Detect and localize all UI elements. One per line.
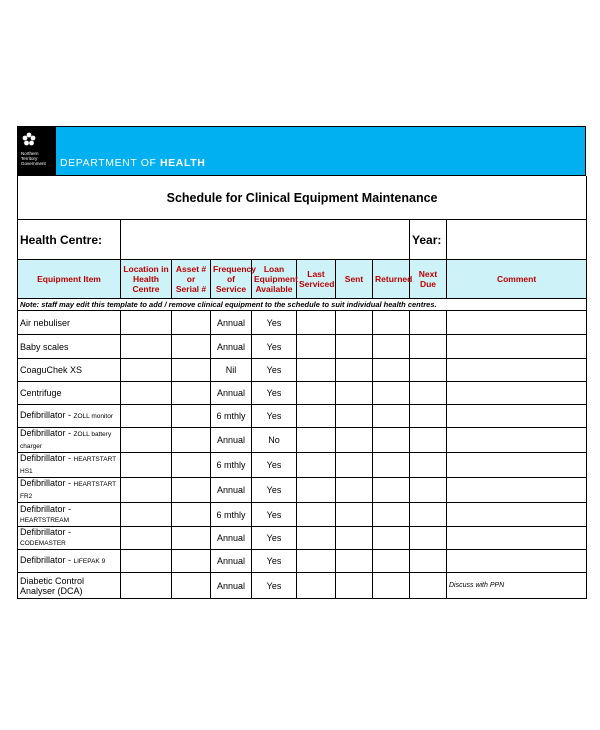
department-bold: HEALTH — [160, 157, 206, 169]
next-due-cell[interactable] — [410, 550, 447, 573]
loan-cell: Yes — [252, 550, 297, 573]
next-due-cell[interactable] — [410, 335, 447, 359]
health-centre-label: Health Centre: — [18, 220, 121, 260]
next-due-cell[interactable] — [410, 382, 447, 405]
next-due-cell[interactable] — [410, 311, 447, 335]
sent-cell[interactable] — [336, 382, 373, 405]
returned-cell[interactable] — [373, 311, 410, 335]
loan-cell: Yes — [252, 503, 297, 527]
frequency-cell: Annual — [211, 527, 252, 550]
frequency-cell: Nil — [211, 359, 252, 382]
equipment-model: ZOLL battery charger — [20, 431, 112, 450]
equipment-name: Defibrillator - — [20, 555, 74, 565]
next-due-cell[interactable] — [410, 359, 447, 382]
returned-cell[interactable] — [373, 453, 410, 478]
location-cell[interactable] — [121, 311, 172, 335]
equipment-item — [18, 478, 121, 503]
frequency-cell: Annual — [211, 335, 252, 359]
frequency-cell: 6 mthly — [211, 405, 252, 428]
loan-cell: Yes — [252, 453, 297, 478]
schedule-table — [17, 176, 587, 599]
equipment-item — [18, 359, 121, 382]
table-row — [18, 382, 587, 405]
col-header-asset: Asset # or Serial # — [172, 260, 211, 299]
equipment-name: Defibrillator - — [20, 410, 74, 420]
next-due-cell[interactable] — [410, 478, 447, 503]
last-serviced-cell[interactable] — [297, 405, 336, 428]
sent-cell[interactable] — [336, 311, 373, 335]
asset-cell[interactable] — [172, 335, 211, 359]
loan-cell: Yes — [252, 405, 297, 428]
equipment-name: Defibrillator - — [20, 478, 74, 488]
equipment-item — [18, 453, 121, 478]
loan-cell: Yes — [252, 478, 297, 503]
location-cell[interactable] — [121, 527, 172, 550]
returned-cell[interactable] — [373, 428, 410, 453]
health-centre-input[interactable] — [121, 220, 410, 260]
equipment-item — [18, 335, 121, 359]
equipment-name: CoaguChek XS — [20, 365, 83, 375]
equipment-model: LIFEPAK 9 — [73, 558, 106, 565]
department-title — [56, 157, 205, 175]
col-header-comment: Comment — [447, 260, 587, 299]
equipment-model: HEARTSTART FR2 — [20, 481, 117, 500]
returned-cell[interactable] — [373, 382, 410, 405]
location-cell[interactable] — [121, 573, 172, 599]
logo-text — [21, 151, 46, 166]
logo-line: Government — [21, 161, 46, 166]
year-label: Year: — [410, 220, 447, 260]
comment-cell[interactable] — [447, 382, 587, 405]
sent-cell[interactable] — [336, 428, 373, 453]
returned-cell[interactable] — [373, 527, 410, 550]
sent-cell[interactable] — [336, 527, 373, 550]
loan-cell: Yes — [252, 382, 297, 405]
comment-cell[interactable] — [447, 428, 587, 453]
table-row — [18, 503, 587, 527]
table-row — [18, 428, 587, 453]
banner-bar — [56, 127, 585, 175]
loan-cell: Yes — [252, 335, 297, 359]
last-serviced-cell[interactable] — [297, 453, 336, 478]
page-title: Schedule for Clinical Equipment Maintenance — [18, 176, 587, 220]
last-serviced-cell[interactable] — [297, 527, 336, 550]
equipment-model: HEARTSTART HS1 — [20, 456, 117, 475]
frequency-cell: Annual — [211, 382, 252, 405]
returned-cell[interactable] — [373, 335, 410, 359]
comment-cell[interactable] — [447, 527, 587, 550]
asset-cell[interactable] — [172, 359, 211, 382]
sent-cell[interactable] — [336, 550, 373, 573]
sent-cell[interactable] — [336, 405, 373, 428]
frequency-cell: Annual — [211, 573, 252, 599]
last-serviced-cell[interactable] — [297, 573, 336, 599]
table-row — [18, 527, 587, 550]
col-header-loan: Loan Equipment Available — [252, 260, 297, 299]
last-serviced-cell[interactable] — [297, 550, 336, 573]
equipment-name: Defibrillator - — [20, 527, 72, 537]
asset-cell[interactable] — [172, 573, 211, 599]
equipment-model: HEARTSTREAM — [20, 516, 69, 524]
equipment-name: Centrifuge — [20, 388, 62, 398]
col-header-frequency: Frequency of Service — [211, 260, 252, 299]
next-due-cell[interactable] — [410, 573, 447, 599]
col-header-location: Location in Health Centre — [121, 260, 172, 299]
frequency-cell: 6 mthly — [211, 503, 252, 527]
equipment-item — [18, 428, 121, 453]
asset-cell[interactable] — [172, 405, 211, 428]
equipment-item — [18, 503, 121, 527]
frequency-cell: 6 mthly — [211, 453, 252, 478]
equipment-item — [18, 405, 121, 428]
next-due-cell[interactable] — [410, 453, 447, 478]
loan-cell: Yes — [252, 311, 297, 335]
equipment-item — [18, 527, 121, 550]
table-row — [18, 550, 587, 573]
location-cell[interactable] — [121, 503, 172, 527]
equipment-item — [18, 382, 121, 405]
asset-cell[interactable] — [172, 428, 211, 453]
logo-line: Territory — [21, 156, 38, 161]
col-header-returned: Returned — [373, 260, 410, 299]
asset-cell[interactable] — [172, 550, 211, 573]
equipment-name: Air nebuliser — [20, 317, 71, 328]
sent-cell[interactable] — [336, 335, 373, 359]
sent-cell[interactable] — [336, 359, 373, 382]
comment-cell[interactable] — [447, 453, 587, 478]
next-due-cell[interactable] — [410, 503, 447, 527]
col-header-next-due: Next Due — [410, 260, 447, 299]
table-row — [18, 335, 587, 359]
location-cell[interactable] — [121, 550, 172, 573]
comment-cell[interactable] — [447, 550, 587, 573]
equipment-item — [18, 550, 121, 573]
last-serviced-cell[interactable] — [297, 478, 336, 503]
last-serviced-cell[interactable] — [297, 335, 336, 359]
sent-cell[interactable] — [336, 478, 373, 503]
location-cell[interactable] — [121, 359, 172, 382]
col-header-last-serviced: Last Serviced — [297, 260, 336, 299]
frequency-cell: Annual — [211, 311, 252, 335]
asset-cell[interactable] — [172, 527, 211, 550]
next-due-cell[interactable] — [410, 405, 447, 428]
last-serviced-cell[interactable] — [297, 428, 336, 453]
location-cell[interactable] — [121, 382, 172, 405]
returned-cell[interactable] — [373, 359, 410, 382]
frequency-cell: Annual — [211, 428, 252, 453]
logo-line: Northern — [21, 151, 39, 156]
col-header-sent: Sent — [336, 260, 373, 299]
year-input[interactable] — [447, 220, 587, 260]
equipment-model: ZOLL monitor — [73, 413, 114, 420]
equipment-model: CODEMASTER — [20, 540, 66, 547]
comment-cell[interactable] — [447, 503, 587, 527]
returned-cell[interactable] — [373, 573, 410, 599]
last-serviced-cell[interactable] — [297, 382, 336, 405]
comment-cell[interactable] — [447, 478, 587, 503]
frequency-cell: Annual — [211, 550, 252, 573]
department-prefix: DEPARTMENT OF — [60, 157, 160, 169]
maintenance-schedule-document — [17, 126, 586, 599]
equipment-name: Defibrillator - — [20, 453, 74, 463]
location-cell[interactable] — [121, 478, 172, 503]
returned-cell[interactable] — [373, 478, 410, 503]
table-row — [18, 478, 587, 503]
next-due-cell[interactable] — [410, 428, 447, 453]
flower-emblem-icon — [22, 132, 36, 146]
table-row — [18, 311, 587, 335]
equipment-rows — [18, 311, 587, 599]
returned-cell[interactable] — [373, 503, 410, 527]
sent-cell[interactable] — [336, 573, 373, 599]
comment-cell[interactable] — [447, 311, 587, 335]
equipment-name: Diabetic Control Analyser (DCA) — [20, 575, 85, 596]
table-row — [18, 405, 587, 428]
equipment-item — [18, 311, 121, 335]
last-serviced-cell[interactable] — [297, 311, 336, 335]
equipment-name: Defibrillator - — [20, 503, 72, 514]
department-banner — [17, 126, 586, 176]
comment-cell[interactable] — [447, 405, 587, 428]
table-row — [18, 359, 587, 382]
table-row — [18, 453, 587, 478]
frequency-cell: Annual — [211, 478, 252, 503]
returned-cell[interactable] — [373, 405, 410, 428]
comment-cell[interactable]: Discuss with PPN — [447, 573, 587, 599]
last-serviced-cell[interactable] — [297, 503, 336, 527]
asset-cell[interactable] — [172, 382, 211, 405]
asset-cell[interactable] — [172, 311, 211, 335]
column-header-row — [18, 260, 587, 299]
sent-cell[interactable] — [336, 503, 373, 527]
returned-cell[interactable] — [373, 550, 410, 573]
location-cell[interactable] — [121, 428, 172, 453]
table-row — [18, 573, 587, 599]
asset-cell[interactable] — [172, 478, 211, 503]
location-cell[interactable] — [121, 453, 172, 478]
asset-cell[interactable] — [172, 453, 211, 478]
equipment-item — [18, 573, 121, 599]
edit-note: Note: staff may edit this template to add / remove clinical equipment to the schedule to suit individual health centres. — [18, 299, 587, 311]
equipment-name: Baby scales — [20, 341, 69, 352]
equipment-name: Defibrillator - — [20, 428, 74, 438]
loan-cell: Yes — [252, 359, 297, 382]
loan-cell: Yes — [252, 573, 297, 599]
sent-cell[interactable] — [336, 453, 373, 478]
col-header-equipment: Equipment Item — [18, 260, 121, 299]
comment-cell[interactable] — [447, 359, 587, 382]
loan-cell: No — [252, 428, 297, 453]
asset-cell[interactable] — [172, 503, 211, 527]
location-cell[interactable] — [121, 335, 172, 359]
loan-cell: Yes — [252, 527, 297, 550]
nt-government-logo — [18, 127, 56, 175]
next-due-cell[interactable] — [410, 527, 447, 550]
location-cell[interactable] — [121, 405, 172, 428]
comment-cell[interactable] — [447, 335, 587, 359]
last-serviced-cell[interactable] — [297, 359, 336, 382]
